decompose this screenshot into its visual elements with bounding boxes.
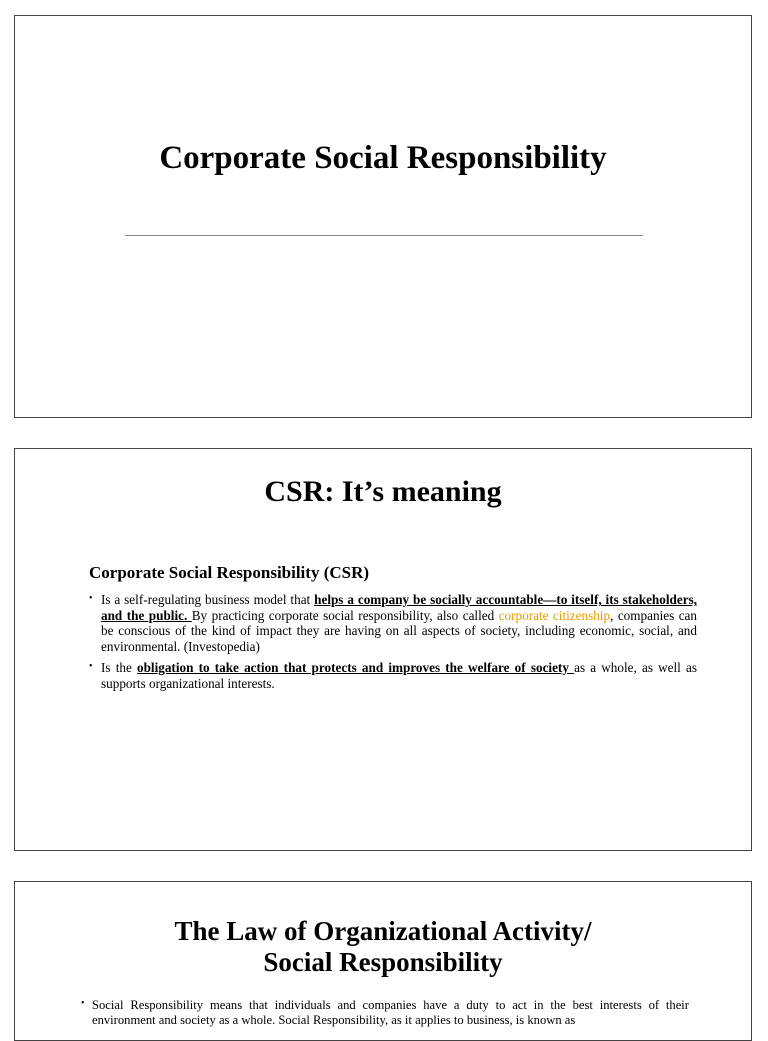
bullet-icon: •	[89, 593, 93, 604]
bullet-item	[89, 592, 697, 654]
corporate-citizenship-link[interactable]: corporate citizenship	[498, 607, 611, 623]
bullet-emphasis: obligation to take action that protects and improves the welfare of society	[136, 660, 575, 675]
bullet-text: as a whole, as well as supports organizational interests.	[101, 660, 697, 691]
slide-heading-line: Social Responsibility	[263, 947, 503, 977]
bullet-text: Social Responsibility means that individuals and companies have a duty to act in the best interests of their environment and society as a whole. Social Responsibility, as it applies to business, is known as	[92, 998, 689, 1027]
bullet-text: Is the	[101, 660, 137, 675]
title-divider	[125, 235, 643, 236]
bullet-text: By practicing corporate social responsibility, also called	[191, 607, 499, 623]
bullet-item	[81, 998, 689, 1027]
slide-heading: CSR: It’s meaning	[264, 475, 502, 508]
bullet-list	[81, 998, 689, 1027]
slide-heading	[15, 916, 751, 978]
slide-csr-meaning	[14, 448, 752, 851]
bullet-icon: •	[81, 998, 85, 1009]
bullet-text: Is a self-regulating business model that	[101, 592, 315, 607]
subheading: Corporate Social Responsibility (CSR)	[89, 563, 370, 582]
bullet-emphasis: helps a company be socially accountable—to itself, its stakeholders, and the public.	[101, 592, 697, 623]
slide-law-of-organizational-activity	[14, 881, 752, 1041]
bullet-text: , companies can be conscious of the kind of impact they are having on all aspects of society, including economic, social, and environmental. (Investopedia)	[101, 607, 697, 654]
slide-heading-line: The Law of Organizational Activity/	[174, 916, 592, 946]
bullet-item	[89, 660, 697, 691]
slide-title	[14, 15, 752, 418]
slide-title-heading: Corporate Social Responsibility	[159, 140, 607, 176]
bullet-list	[89, 592, 697, 697]
bullet-icon: •	[89, 661, 93, 672]
